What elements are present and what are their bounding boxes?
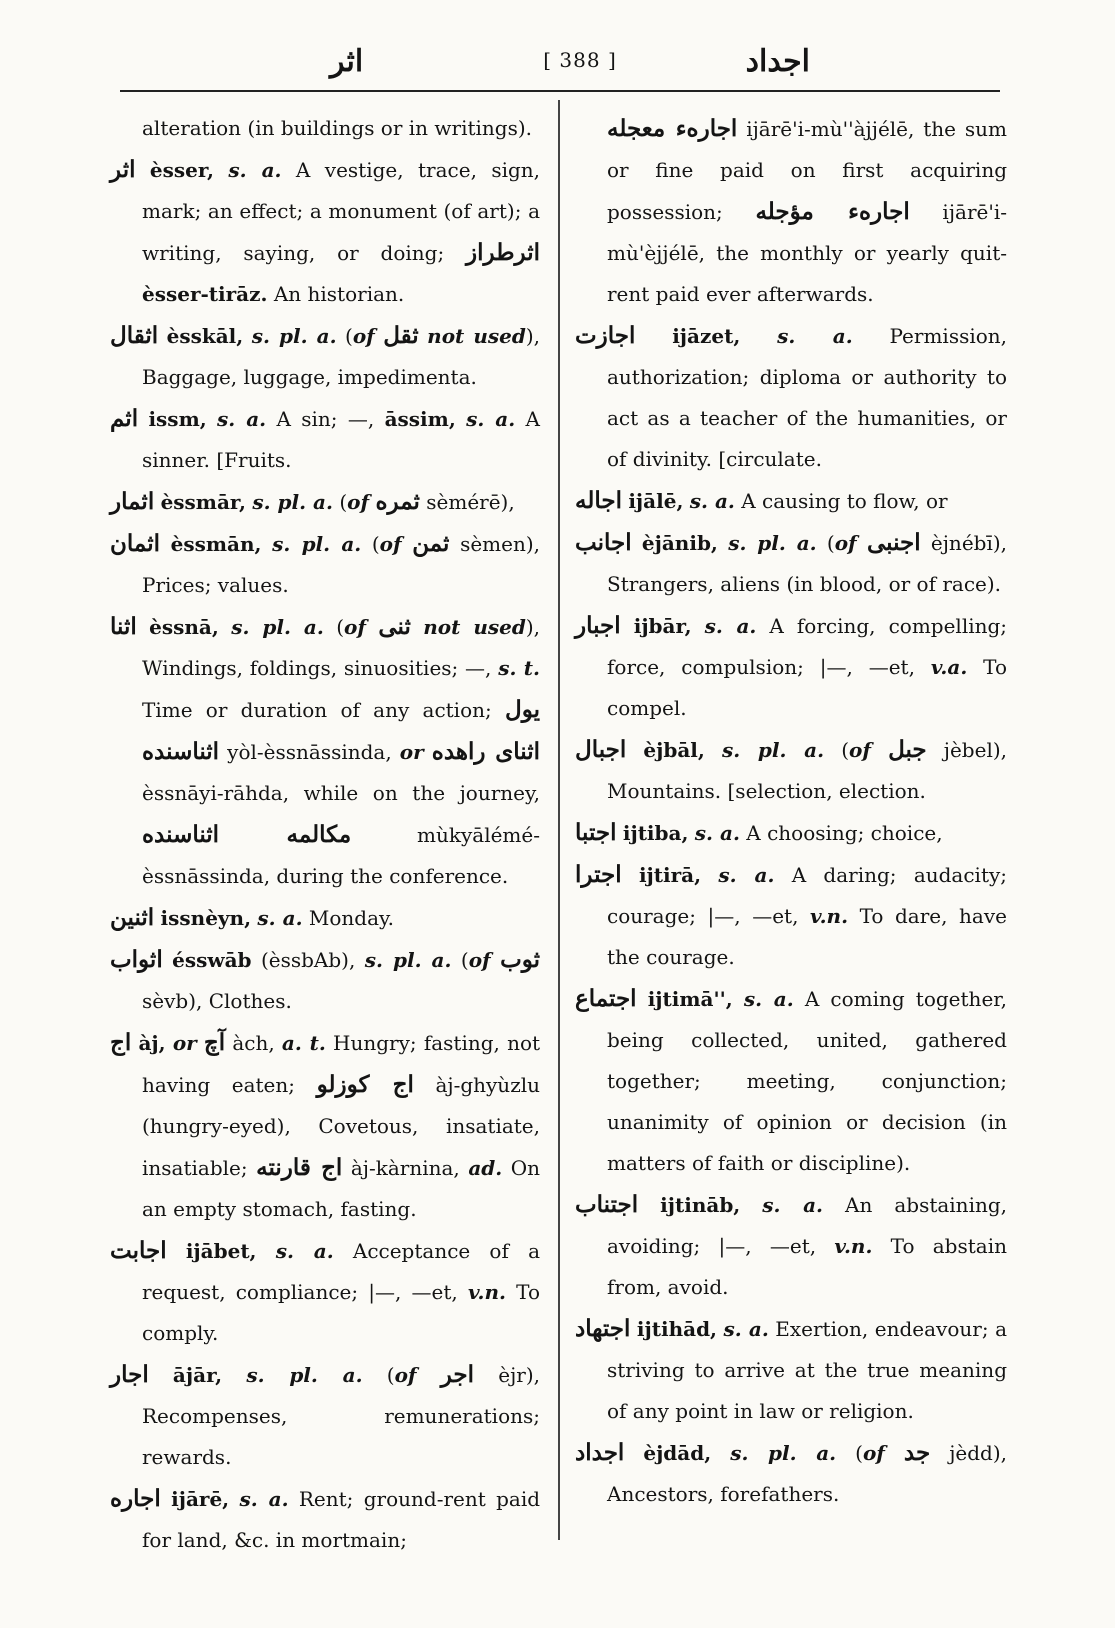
entry-text: A causing to flow, or <box>734 489 948 513</box>
grammar-label: s. a. <box>239 1487 289 1511</box>
page-number: [ 388 ] <box>543 48 617 72</box>
entry-text: A choosing; choice, <box>739 821 943 845</box>
dictionary-entry <box>110 523 540 606</box>
entry-text <box>375 324 383 348</box>
grammar-label: s. pl. a. <box>246 1363 363 1387</box>
dictionary-entry <box>110 1354 540 1478</box>
entry-text: Time or duration of any action; <box>142 698 505 722</box>
entry-text <box>222 1363 246 1387</box>
dictionary-entry <box>110 481 540 523</box>
grammar-label: or <box>172 1031 197 1055</box>
arabic-headword: جد <box>903 1439 931 1466</box>
transliteration: èjbāl, <box>643 738 705 762</box>
dictionary-entry <box>575 108 1007 315</box>
arabic-headword: اثواب <box>110 946 163 973</box>
grammar-label: of <box>347 490 370 514</box>
transliteration: ijāzet, <box>672 324 741 348</box>
dictionary-entry <box>575 480 1007 522</box>
entry-text: ), Baggage, luggage, impedimenta. <box>142 324 541 389</box>
arabic-headword: اجتهاد <box>575 1315 631 1342</box>
grammar-label: s. a. <box>228 158 282 182</box>
arabic-headword: ثنى <box>378 613 411 640</box>
dictionary-entry <box>575 605 1007 729</box>
transliteration: ājār, <box>172 1363 223 1387</box>
transliteration: ijbār, <box>633 614 692 638</box>
entry-text: To compel. <box>607 655 1008 720</box>
grammar-label: s. pl. a. <box>252 490 333 514</box>
arabic-headword: يول اثناسنده <box>142 696 540 765</box>
dictionary-entry <box>110 108 540 149</box>
entry-text <box>456 407 466 431</box>
grammar-label: s. pl. a. <box>364 948 452 972</box>
entry-text <box>160 532 171 556</box>
entry-text: àj-kàrnina, <box>342 1156 469 1180</box>
entry-text <box>740 1193 762 1217</box>
entry-text <box>402 532 413 556</box>
entry-text: Rent; ground-rent paid for land, &c. in mortmain; <box>142 1487 541 1552</box>
arabic-headword: اجار <box>110 1361 149 1388</box>
grammar-label: v.n. <box>467 1280 507 1304</box>
grammar-label: s. a. <box>275 1239 334 1263</box>
entry-text <box>637 987 648 1011</box>
entry-text <box>632 531 642 555</box>
dictionary-entry <box>110 1022 540 1230</box>
arabic-headword: اجتماع <box>575 985 637 1012</box>
arabic-headword: اج قارنته <box>256 1154 343 1181</box>
entry-text: mùkyālémé-èssnāssinda, during the conference. <box>142 823 540 888</box>
grammar-label: s. t. <box>498 656 540 680</box>
entry-text: To dare, have the courage. <box>607 904 1007 969</box>
arabic-headword: اجتبا <box>575 819 617 846</box>
grammar-label: of <box>468 948 491 972</box>
grammar-label: s. pl. a. <box>728 531 817 555</box>
grammar-label: s. pl. a. <box>730 1441 837 1465</box>
entry-text: Permission, authorization; diploma or authority to act as a teacher of the humanities, or of divinity. [circulate. <box>607 324 1008 471</box>
arabic-headword: اثر <box>110 156 136 183</box>
grammar-label: s. a. <box>257 906 303 930</box>
entry-text: jèbel), Mountains. [selection, election. <box>607 738 1007 803</box>
entry-text: ( <box>323 615 345 639</box>
entry-text <box>167 1239 186 1263</box>
entry-text: On an empty stomach, fasting. <box>142 1156 541 1221</box>
grammar-label: s. pl. a. <box>251 324 337 348</box>
grammar-label: s. a. <box>694 821 740 845</box>
transliteration: ijābet, <box>185 1239 257 1263</box>
arabic-headword: اج كوزلو <box>316 1071 414 1098</box>
entry-text <box>163 948 172 972</box>
dictionary-entry <box>575 522 1007 605</box>
arabic-headword: اجداد <box>575 1439 625 1466</box>
dictionary-entry <box>575 1308 1007 1432</box>
entry-text <box>711 1441 730 1465</box>
entry-text <box>214 158 228 182</box>
transliteration: èjānib, <box>641 531 718 555</box>
arabic-headword: اجبال <box>575 736 627 763</box>
entry-text: Exertion, endeavour; a striving to arrive at the true meaning of any point in law or religion. <box>607 1317 1007 1423</box>
arabic-headword: اثرطراز <box>466 239 540 266</box>
arabic-headword: اجانب <box>575 529 632 556</box>
entry-text <box>158 324 166 348</box>
entry-text <box>419 324 427 348</box>
arabic-headword: ثمره <box>375 488 420 515</box>
transliteration: ijtihād, <box>636 1317 718 1341</box>
entry-text: jèdd), Ancestors, forefathers. <box>607 1441 1008 1506</box>
grammar-label: or <box>399 740 424 764</box>
grammar-label: s. a. <box>743 987 794 1011</box>
arabic-headword: اجاره <box>110 1485 161 1512</box>
entry-text: To abstain from, avoid. <box>607 1234 1007 1299</box>
grammar-label: v.a. <box>930 655 968 679</box>
arabic-headword: اجابت <box>110 1237 167 1264</box>
entry-text <box>622 863 639 887</box>
dictionary-entry <box>110 1230 540 1354</box>
entry-text: A sinner. [Fruits. <box>142 407 541 472</box>
transliteration: èsser, <box>149 158 214 182</box>
header-left-word: اثر <box>330 44 364 79</box>
entry-text <box>871 738 888 762</box>
grammar-label: of <box>344 615 366 639</box>
transliteration: ésswāb <box>172 948 252 972</box>
dictionary-entry <box>575 1432 1007 1515</box>
entry-text: alteration (in buildings or in writings). <box>142 116 533 140</box>
arabic-headword: اثمار <box>110 488 155 515</box>
entry-text: ( <box>824 738 850 762</box>
entry-text: A daring; audacity; courage; |—, —et, <box>607 863 1008 928</box>
entry-text: A coming together, being collected, united, gathered together; meeting, conjunction; unanimity of opinion or decision (in matters of faith or discipline). <box>607 987 1007 1175</box>
grammar-label: of <box>834 531 857 555</box>
grammar-label: s. a. <box>466 407 516 431</box>
transliteration: āssim, <box>384 407 456 431</box>
entry-text: sèmérē), <box>419 490 515 514</box>
grammar-label: s. a. <box>704 614 757 638</box>
transliteration: àj, <box>138 1031 166 1055</box>
entry-text <box>166 1031 173 1055</box>
dictionary-entry <box>575 315 1007 480</box>
entry-text: àch, <box>225 1031 282 1055</box>
entry-text <box>262 532 273 556</box>
entry-text <box>621 614 634 638</box>
transliteration: ijtināb, <box>660 1193 741 1217</box>
entry-text <box>705 738 722 762</box>
transliteration: èjdād, <box>643 1441 712 1465</box>
entry-text <box>626 738 643 762</box>
grammar-label: s. a. <box>762 1193 824 1217</box>
entry-text: ( <box>361 532 380 556</box>
grammar-label: not used <box>427 324 526 348</box>
dictionary-entry <box>575 729 1007 812</box>
dictionary-entry <box>110 606 540 897</box>
entry-text <box>635 324 672 348</box>
dictionary-entry <box>575 1184 1007 1308</box>
dictionary-entry <box>575 978 1007 1184</box>
entry-text: èjnébī), Strangers, aliens (in blood, or of race). <box>607 531 1008 596</box>
entry-text: A sin; —, <box>266 407 385 431</box>
entry-text: A vestige, trace, sign, mark; an effect; a monument (of art); a writing, saying, or doing; <box>142 158 541 265</box>
grammar-label: of <box>862 1441 885 1465</box>
dictionary-entry <box>110 398 540 481</box>
entry-text <box>229 1487 239 1511</box>
entry-text <box>624 1441 643 1465</box>
entry-text <box>733 987 744 1011</box>
entry-text <box>243 324 251 348</box>
entry-text: Hungry; fasting, not having eaten; <box>142 1031 541 1097</box>
arabic-headword: اثنين <box>110 904 155 931</box>
grammar-label: s. a. <box>718 863 775 887</box>
grammar-label: ad. <box>468 1156 503 1180</box>
arabic-headword: ثمن <box>412 530 450 557</box>
grammar-label: s. pl. a. <box>272 532 362 556</box>
entry-text: A forcing, compelling; force, compulsion; |—, —et, <box>607 614 1008 679</box>
transliteration: èsskāl, <box>166 324 244 348</box>
grammar-label: s. a. <box>723 1317 769 1341</box>
entry-text <box>411 615 423 639</box>
entry-text: ), Windings, foldings, sinuosities; —, <box>142 615 541 680</box>
entry-text <box>207 407 217 431</box>
entry-text <box>885 1441 904 1465</box>
entry-text: ( <box>451 948 469 972</box>
entry-text <box>137 615 149 639</box>
dictionary-entry <box>110 897 540 939</box>
entry-text: Acceptance of a request, compliance; |—, —et, <box>142 1239 540 1304</box>
entry-text: (èssbAb), <box>251 948 365 972</box>
transliteration: ijālē, <box>628 489 684 513</box>
arabic-headword: اجارهء معجله <box>607 115 738 142</box>
entry-text <box>366 615 378 639</box>
entry-text: Monday. <box>302 906 395 930</box>
arabic-headword: اج <box>110 1029 132 1056</box>
transliteration: ijtimā'', <box>647 987 733 1011</box>
entry-text: ijārē'i-mù'èjjélē, the monthly or yearly quit-rent paid ever afterwards. <box>607 200 1007 306</box>
entry-text <box>638 1193 660 1217</box>
entry-text <box>197 1031 204 1055</box>
entry-text: yòl-èssnāssinda, <box>219 740 400 764</box>
arabic-headword: جبل <box>888 736 927 763</box>
left-column <box>110 108 540 1561</box>
entry-text <box>692 614 705 638</box>
arabic-headword: آچ <box>203 1029 226 1056</box>
entry-text <box>135 158 149 182</box>
transliteration: ijtirā, <box>638 863 702 887</box>
arabic-headword: اثم <box>110 405 139 432</box>
arabic-headword: اجنبى <box>866 529 921 556</box>
header-right-word: اجداد <box>745 44 810 79</box>
transliteration: issnèyn, <box>160 906 252 930</box>
dictionary-entry <box>110 315 540 398</box>
entry-text: An historian. <box>267 282 405 306</box>
dictionary-entry <box>110 149 540 315</box>
header-rule <box>120 90 1000 92</box>
grammar-label: s. pl. a. <box>721 738 825 762</box>
entry-text: sèmen), Prices; values. <box>142 532 541 597</box>
entry-text <box>149 1363 173 1387</box>
arabic-headword: اثناى راهده <box>431 738 541 765</box>
arabic-headword: اجبار <box>575 612 621 639</box>
right-column <box>575 108 1007 1515</box>
grammar-label: s. pl. a. <box>231 615 324 639</box>
arabic-headword: اثنا <box>110 613 137 640</box>
entry-text <box>219 615 231 639</box>
arabic-headword: ثوب <box>500 946 541 973</box>
entry-text: èssnāyi-rāhda, while on the journey, <box>142 781 540 805</box>
entry-text <box>718 531 728 555</box>
dictionary-entry <box>110 939 540 1022</box>
arabic-headword: اثمان <box>110 530 160 557</box>
entry-text <box>417 1363 441 1387</box>
entry-text <box>257 1239 276 1263</box>
entry-text: ( <box>362 1363 395 1387</box>
entry-text: èjr), Recompenses, remunerations; rewards. <box>142 1363 540 1469</box>
transliteration: èsser-tirāz. <box>142 282 268 306</box>
entry-text: ( <box>332 490 348 514</box>
entry-text <box>857 531 867 555</box>
entry-text: àj-ghyùzlu (hungry-eyed), Covetous, insatiate, insatiable; <box>142 1073 541 1180</box>
entry-text: sèvb), Clothes. <box>142 989 292 1013</box>
column-divider <box>558 100 560 1540</box>
page-header <box>120 40 1000 92</box>
dictionary-entry <box>575 854 1007 978</box>
transliteration: issm, <box>148 407 207 431</box>
entry-text <box>491 948 500 972</box>
entry-text <box>740 324 777 348</box>
dictionary-entry <box>575 812 1007 854</box>
arabic-headword: اجاله <box>575 487 622 514</box>
entry-text <box>138 407 148 431</box>
grammar-label: of <box>394 1363 417 1387</box>
grammar-label: a. t. <box>281 1031 326 1055</box>
arabic-headword: ثقل <box>383 322 419 349</box>
entry-text: An abstaining, avoiding; |—, —et, <box>607 1193 1008 1258</box>
entry-text: ijārē'i-mù''àjjélē, the sum or fine paid on first acquiring possession; <box>607 117 1007 224</box>
arabic-headword: اجارهء مؤجله <box>755 198 910 225</box>
entry-text <box>701 863 718 887</box>
arabic-headword: اجر <box>440 1361 475 1388</box>
grammar-label: s. a. <box>217 407 267 431</box>
entry-text <box>424 740 432 764</box>
entry-text: To comply. <box>142 1280 541 1345</box>
grammar-label: s. a. <box>777 324 853 348</box>
entry-text: ( <box>816 531 835 555</box>
grammar-label: of <box>849 738 871 762</box>
transliteration: èssmān, <box>170 532 262 556</box>
entry-text: ( <box>336 324 353 348</box>
entry-text: ( <box>836 1441 863 1465</box>
arabic-headword: اجازت <box>575 322 636 349</box>
transliteration: ijārē, <box>171 1487 230 1511</box>
arabic-headword: مكالمه اثناسنده <box>142 821 352 848</box>
transliteration: èssmār, <box>160 490 246 514</box>
grammar-label: of <box>379 532 402 556</box>
arabic-headword: اجترا <box>575 861 622 888</box>
arabic-headword: اجتناب <box>575 1191 639 1218</box>
entry-text <box>161 1487 171 1511</box>
transliteration: ijtiba, <box>622 821 689 845</box>
grammar-label: v.n. <box>834 1234 873 1258</box>
arabic-headword: اثقال <box>110 322 159 349</box>
dictionary-entry <box>110 1478 540 1561</box>
transliteration: èssnā, <box>149 615 219 639</box>
grammar-label: not used <box>423 615 526 639</box>
grammar-label: s. a. <box>689 489 735 513</box>
grammar-label: of <box>352 324 375 348</box>
grammar-label: v.n. <box>809 904 849 928</box>
